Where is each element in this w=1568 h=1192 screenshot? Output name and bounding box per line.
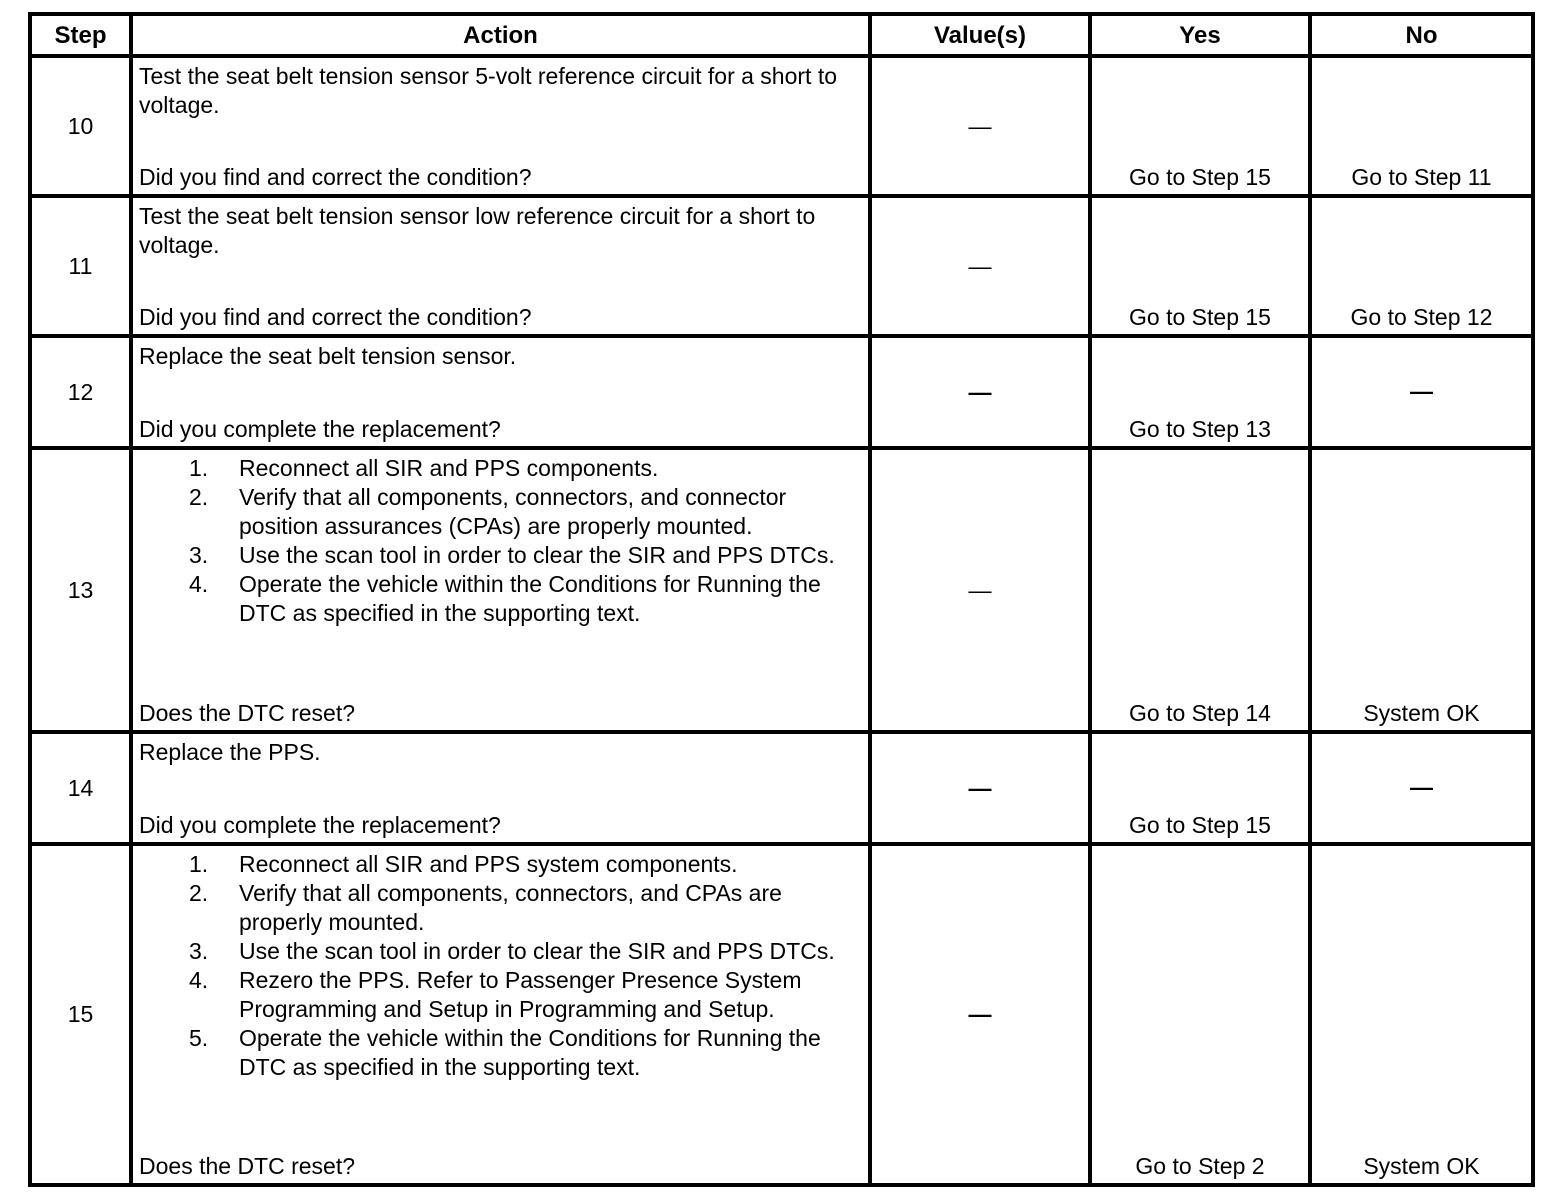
action-text: Test the seat belt tension sensor low reference circuit for a short to voltage. <box>139 203 816 258</box>
action-text: Replace the PPS. <box>139 739 321 765</box>
no-cell: — <box>1310 336 1533 448</box>
yes-cell: Go to Step 15 <box>1090 732 1310 844</box>
no-cell: System OK <box>1310 448 1533 732</box>
value-cell: — <box>870 448 1090 732</box>
value-cell: — <box>870 336 1090 448</box>
value-cell: — <box>870 56 1090 196</box>
yes-cell: Go to Step 15 <box>1090 56 1310 196</box>
action-cell <box>131 56 870 196</box>
step-number: 15 <box>30 844 131 1185</box>
no-cell: Go to Step 12 <box>1310 196 1533 336</box>
no-cell: Go to Step 11 <box>1310 56 1533 196</box>
action-question: Did you find and correct the condition? <box>139 164 532 190</box>
value-cell: — <box>870 196 1090 336</box>
table-row <box>30 56 1533 196</box>
action-cell <box>131 196 870 336</box>
action-cell <box>131 844 870 1185</box>
no-cell: System OK <box>1310 844 1533 1185</box>
yes-cell: Go to Step 14 <box>1090 448 1310 732</box>
list-item: 1. Reconnect all SIR and PPS components. <box>189 455 659 481</box>
action-question: Does the DTC reset? <box>139 1153 356 1179</box>
step-number: 12 <box>30 336 131 448</box>
table-row <box>30 196 1533 336</box>
action-question: Did you complete the replacement? <box>139 416 501 442</box>
yes-cell: Go to Step 15 <box>1090 196 1310 336</box>
step-number: 13 <box>30 448 131 732</box>
header-no: No <box>1310 14 1533 56</box>
table-row <box>30 732 1533 844</box>
header-values: Value(s) <box>870 14 1090 56</box>
no-cell: — <box>1310 732 1533 844</box>
list-item: 5. Operate the vehicle within the Conditions for Running the DTC as specified in the supporting text. <box>189 1025 821 1080</box>
action-question: Does the DTC reset? <box>139 700 356 726</box>
step-number: 10 <box>30 56 131 196</box>
list-item: 4. Rezero the PPS. Refer to Passenger Presence System Programming and Setup in Programming and Setup. <box>189 967 802 1022</box>
table-row <box>30 844 1533 1185</box>
diagnostic-table <box>28 12 1535 1187</box>
action-text: Replace the seat belt tension sensor. <box>139 343 517 369</box>
action-cell <box>131 448 870 732</box>
value-cell: — <box>870 844 1090 1185</box>
yes-cell: Go to Step 13 <box>1090 336 1310 448</box>
list-item: 2. Verify that all components, connectors, and CPAs are properly mounted. <box>189 880 782 935</box>
header-step: Step <box>30 14 131 56</box>
header-action: Action <box>131 14 870 56</box>
action-question: Did you complete the replacement? <box>139 812 501 838</box>
action-cell <box>131 336 870 448</box>
list-item: 4. Operate the vehicle within the Conditions for Running the DTC as specified in the supporting text. <box>189 571 821 626</box>
table-row <box>30 336 1533 448</box>
yes-cell: Go to Step 2 <box>1090 844 1310 1185</box>
procedure-list <box>139 850 862 1082</box>
list-item: 2. Verify that all components, connectors, and connector position assurances (CPAs) are properly mounted. <box>189 484 787 539</box>
action-cell <box>131 732 870 844</box>
step-number: 14 <box>30 732 131 844</box>
procedure-list <box>139 454 862 628</box>
list-item: 3. Use the scan tool in order to clear the SIR and PPS DTCs. <box>189 542 835 568</box>
list-item: 1. Reconnect all SIR and PPS system components. <box>189 851 738 877</box>
action-question: Did you find and correct the condition? <box>139 304 532 330</box>
list-item: 3. Use the scan tool in order to clear the SIR and PPS DTCs. <box>189 938 835 964</box>
table-row <box>30 448 1533 732</box>
header-yes: Yes <box>1090 14 1310 56</box>
action-text: Test the seat belt tension sensor 5-volt reference circuit for a short to voltage. <box>139 63 838 118</box>
step-number: 11 <box>30 196 131 336</box>
header-row <box>30 14 1533 56</box>
value-cell: — <box>870 732 1090 844</box>
